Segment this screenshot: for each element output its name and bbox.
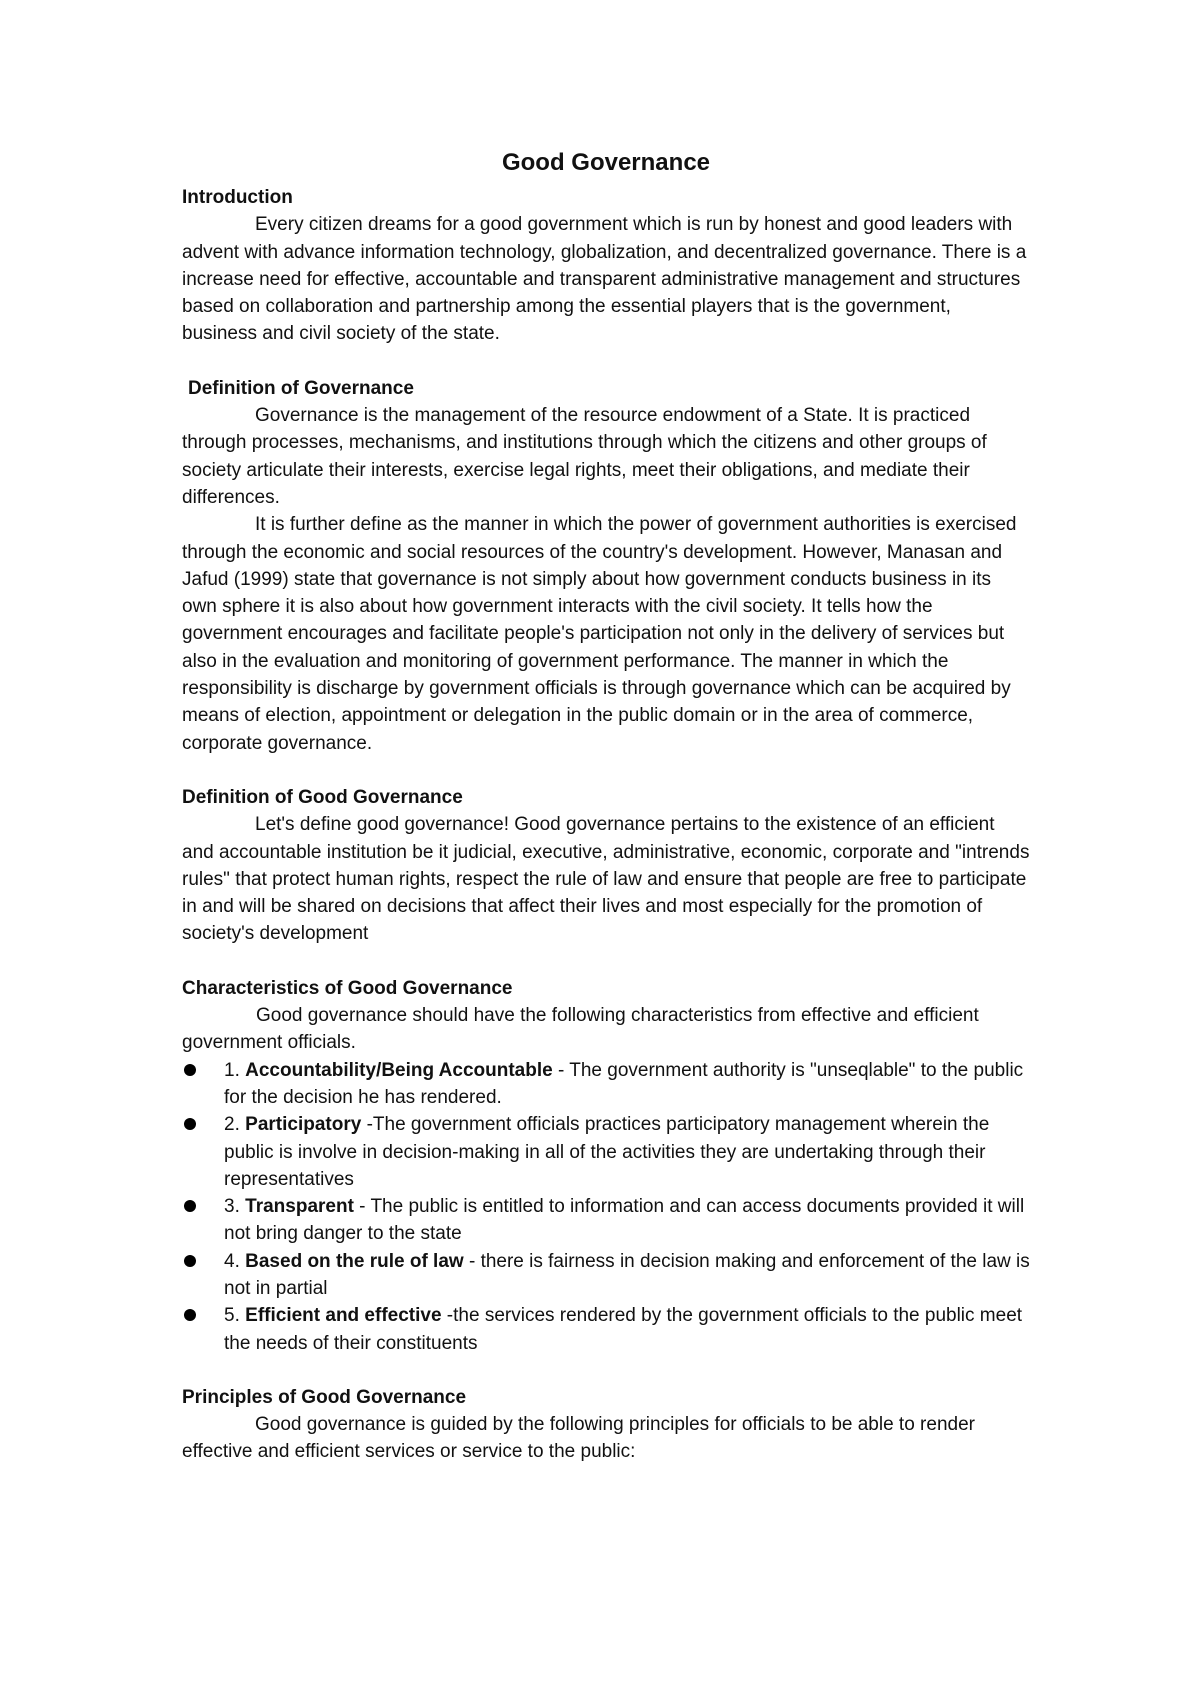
item-number: 2. <box>224 1114 240 1136</box>
introduction-paragraph: Every citizen dreams for a good government which is run by honest and good leaders with advent with advance information technology, globalization, and decentralized governance. There is a increase need for effective, accountable and transparent administrative management and structures based on collaboration and partnership among the essential players that is the government, business and civil society of the state. <box>182 214 1027 345</box>
item-text: -the services rendered by the government officials to the public meet the needs of their constituents <box>224 1305 1023 1354</box>
principles-section <box>182 1384 1030 1466</box>
definition-good-governance-heading: Definition of Good Governance <box>182 786 463 808</box>
definition-governance-paragraph-2: It is further define as the manner in which the power of government authorities is exercised through the economic and social resources of the country's development. However, Manasan and Jafud (1999) state that governance is not simply about how government conducts business in its own sphere it is also about how government interacts with the civil society. It tells how the government encourages and facilitate people's participation not only in the delivery of services but also in the evaluation and monitoring of government performance. The manner in which the responsibility is discharge by government officials is through governance which can be acquired by means of election, appointment or delegation in the public domain or in the area of commerce, corporate governance. <box>182 514 1017 754</box>
characteristics-section <box>182 975 1030 1357</box>
list-item <box>182 1111 1030 1193</box>
characteristics-list <box>182 1057 1030 1357</box>
list-item <box>182 1248 1030 1303</box>
document-title: Good Governance <box>501 149 711 176</box>
introduction-section <box>182 184 1030 348</box>
introduction-heading: Introduction <box>182 187 293 208</box>
definition-good-governance-section <box>182 784 1030 948</box>
bullet-icon <box>184 1064 196 1076</box>
item-term: Accountability/Being Accountable <box>245 1059 553 1081</box>
item-text: - there is fairness in decision making and enforcement of the law is not in partial <box>224 1250 1030 1299</box>
principles-heading: Principles of Good Governance <box>182 1386 467 1408</box>
bullet-icon <box>184 1255 196 1267</box>
definition-governance-heading: Definition of Governance <box>188 377 414 399</box>
item-number: 4. <box>224 1250 240 1272</box>
item-text: - The public is entitled to information and can access documents provided it will not bring danger to the state <box>224 1196 1025 1245</box>
bullet-icon <box>184 1200 196 1212</box>
list-item <box>182 1302 1030 1357</box>
item-term: Based on the rule of law <box>245 1250 464 1272</box>
item-term: Efficient and effective <box>245 1305 442 1327</box>
item-term: Transparent <box>245 1196 354 1218</box>
item-number: 5. <box>224 1305 240 1327</box>
characteristics-intro: Good governance should have the following characteristics from effective and efficient government officials. <box>182 1005 979 1054</box>
definition-governance-paragraph-1: Governance is the management of the resource endowment of a State. It is practiced through processes, mechanisms, and institutions through which the citizens and other groups of society articulate their interests, exercise legal rights, meet their obligations, and mediate their differences. <box>182 405 987 508</box>
item-number: 1. <box>224 1059 240 1081</box>
document-page <box>182 148 1030 1466</box>
characteristics-heading: Characteristics of Good Governance <box>182 977 513 999</box>
list-item <box>182 1193 1030 1248</box>
item-number: 3. <box>224 1196 240 1218</box>
item-term: Participatory <box>245 1114 362 1136</box>
item-text: - The government authority is "unseqlable" to the public for the decision he has rendered. <box>224 1059 1024 1108</box>
list-item <box>182 1057 1030 1112</box>
bullet-icon <box>184 1309 196 1321</box>
bullet-icon <box>184 1118 196 1130</box>
item-text: -The government officials practices participatory management wherein the public is involve in decision-making in all of the activities they are undertaking through their representatives <box>224 1114 990 1190</box>
definition-good-governance-paragraph: Let's define good governance! Good governance pertains to the existence of an efficient and accountable institution be it judicial, executive, administrative, economic, corporate and "intrends rules" that protect human rights, respect the rule of law and ensure that people are free to participate in and will be shared on decisions that affect their lives and most especially for the promotion of society's development <box>182 814 1030 945</box>
definition-governance-section <box>182 375 1030 757</box>
principles-paragraph: Good governance is guided by the following principles for officials to be able to render effective and efficient services or service to the public: <box>182 1414 975 1463</box>
